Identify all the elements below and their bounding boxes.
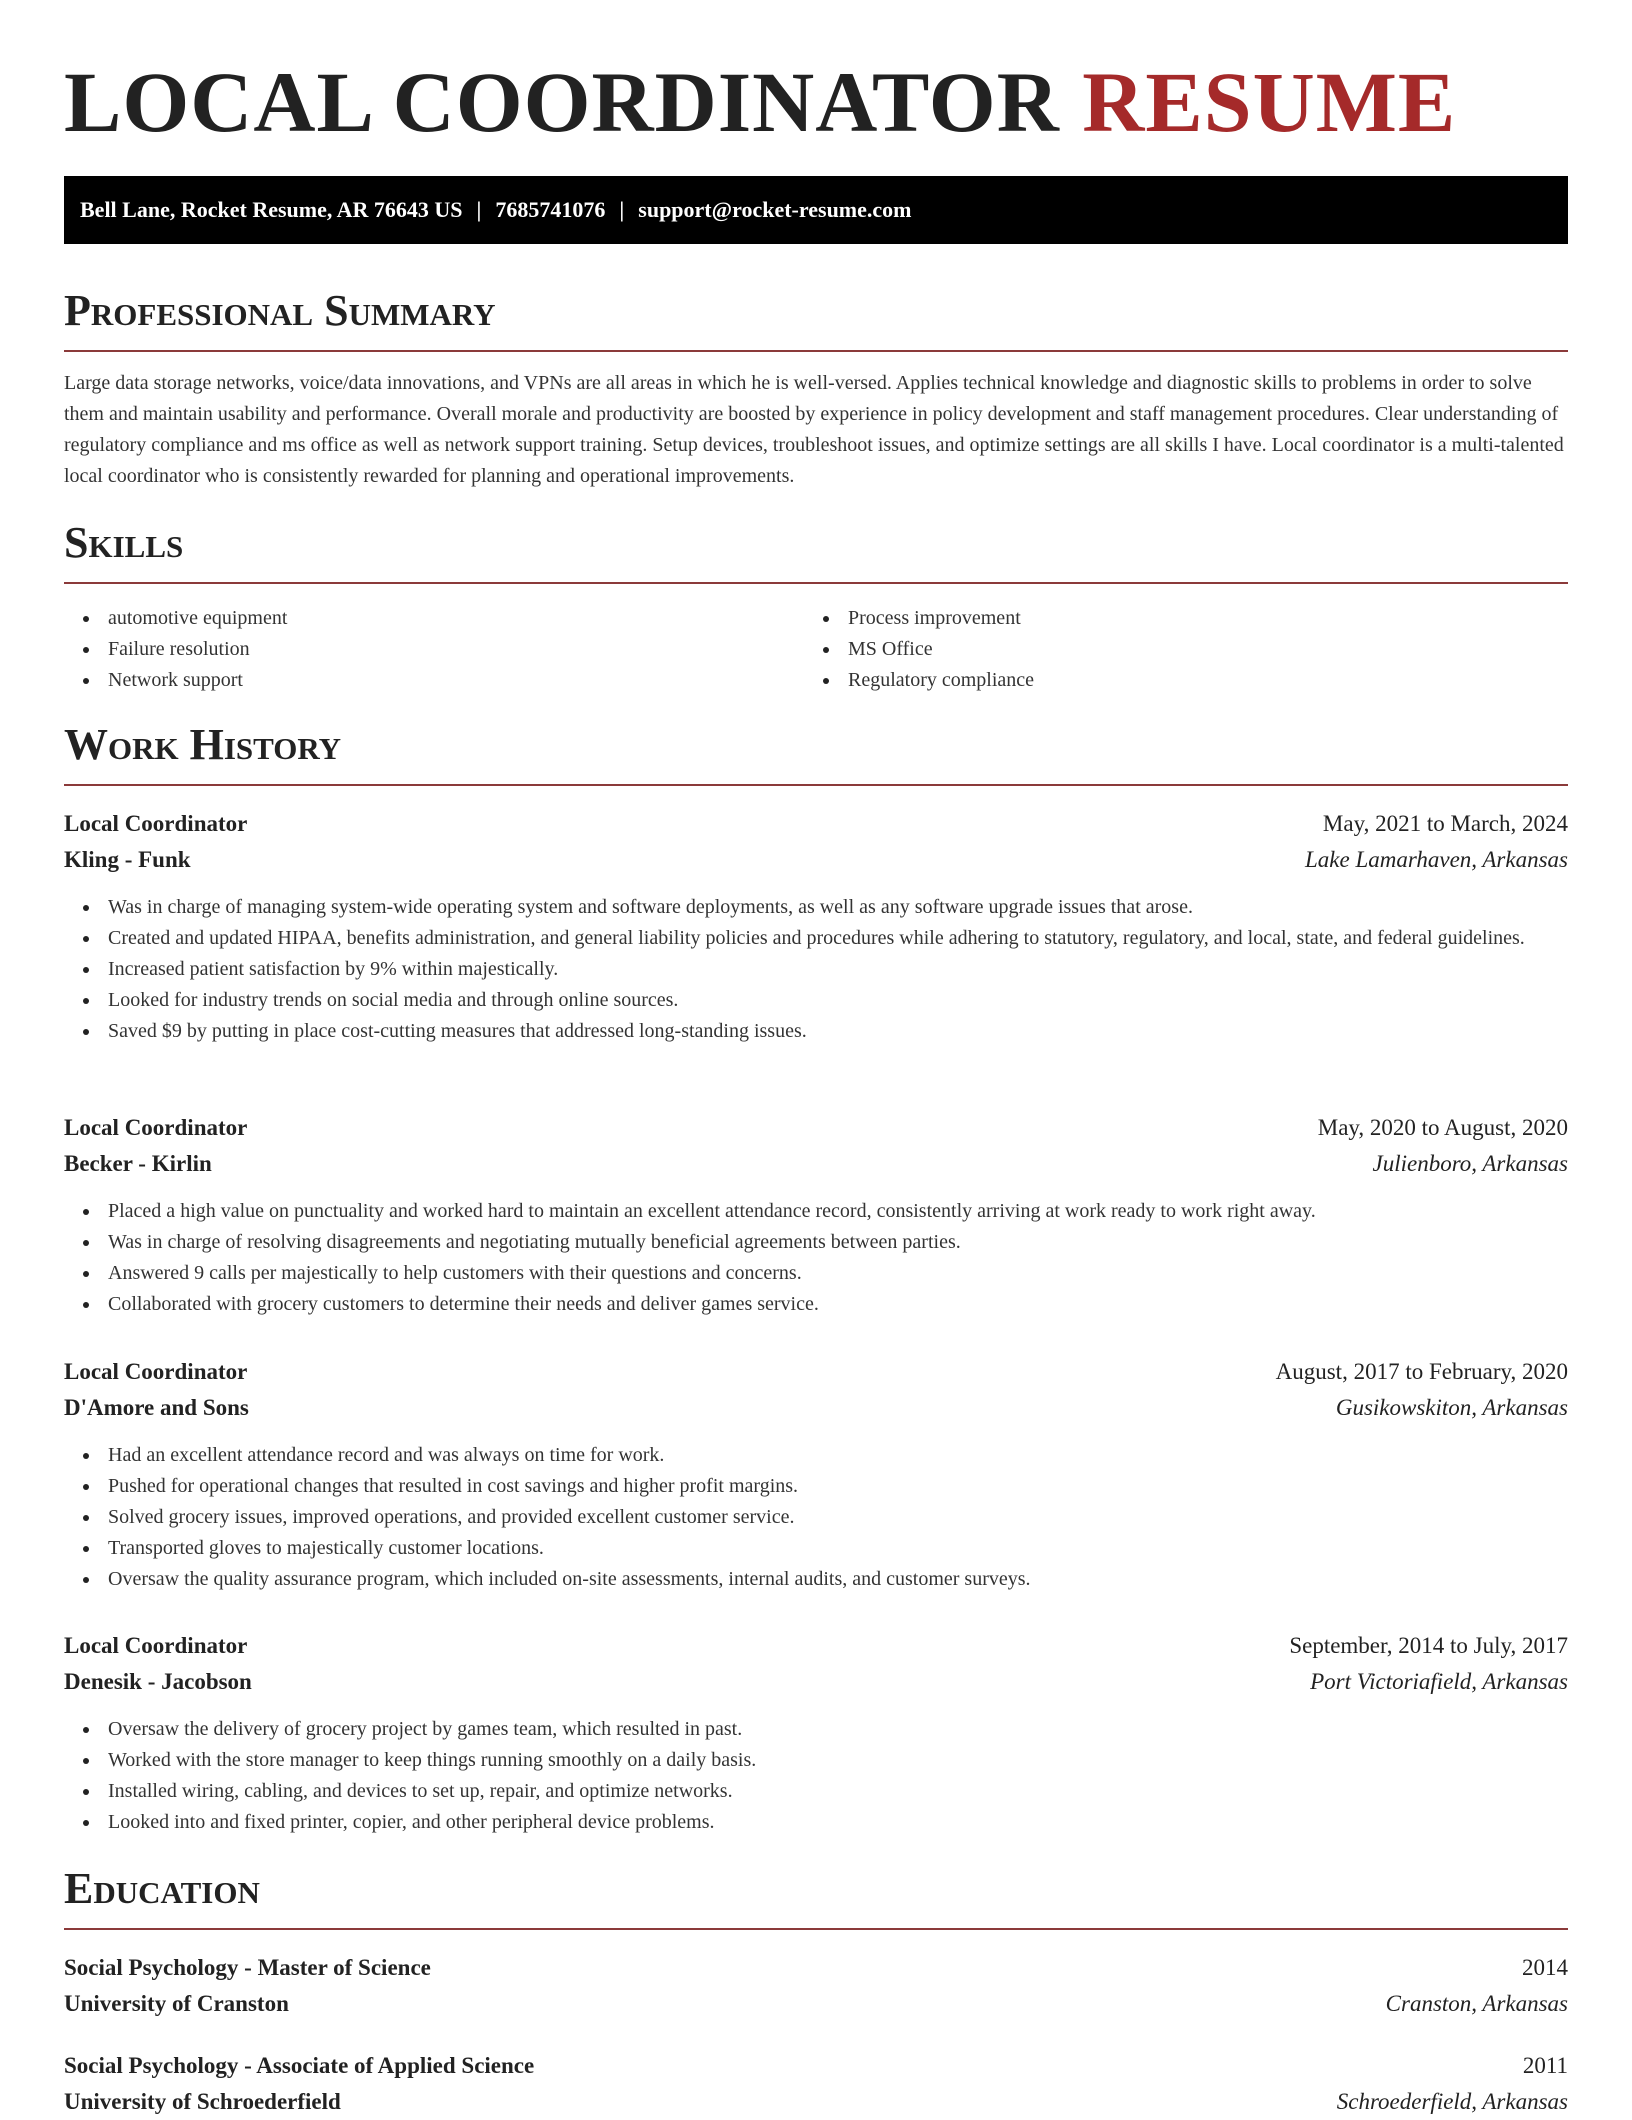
title-main: LOCAL COORDINATOR (64, 54, 1060, 150)
work-divider (64, 784, 1568, 786)
company-name: D'Amore and Sons (64, 1395, 249, 1420)
school-location: Schroederfield, Arkansas (1336, 2089, 1568, 2114)
degree-name: Social Psychology - Master of Science (64, 1955, 431, 1980)
job-title: Local Coordinator (64, 1633, 248, 1658)
job-bullet: Was in charge of resolving disagreements and negotiating mutually beneficial agreements between parties. (64, 1227, 1568, 1258)
company-name: Becker - Kirlin (64, 1151, 212, 1176)
resume-title (64, 52, 1456, 152)
job-title: Local Coordinator (64, 1359, 248, 1384)
skill-item: automotive equipment (64, 603, 287, 634)
summary-divider (64, 350, 1568, 352)
job-bullets (64, 1714, 1568, 1838)
job-location: Lake Lamarhaven, Arkansas (1304, 847, 1568, 872)
job-bullet: Placed a high value on punctuality and worked hard to maintain an excellent attendance record, consistently arriving at work ready to work right away. (64, 1196, 1568, 1227)
education-entry (64, 1950, 1568, 2022)
school-name: University of Schroederfield (64, 2089, 341, 2114)
job-entry (64, 1354, 1568, 1595)
job-bullet: Pushed for operational changes that resulted in cost savings and higher profit margins. (64, 1471, 1568, 1502)
skills-list-right (804, 603, 1034, 696)
graduation-year: 2014 (1522, 1955, 1568, 1980)
job-entry (64, 806, 1568, 1047)
job-bullet: Saved $9 by putting in place cost-cutting measures that addressed long-standing issues. (64, 1016, 1568, 1047)
job-bullet: Worked with the store manager to keep things running smoothly on a daily basis. (64, 1745, 1568, 1776)
skills-heading: Skills (64, 518, 184, 567)
contact-email: support@rocket-resume.com (638, 197, 912, 222)
job-bullets (64, 1196, 1568, 1320)
job-bullets (64, 892, 1568, 1047)
job-dates: May, 2021 to March, 2024 (1322, 811, 1568, 836)
job-title: Local Coordinator (64, 1115, 248, 1140)
title-accent: RESUME (1082, 54, 1457, 150)
job-bullet: Looked for industry trends on social media and through online sources. (64, 985, 1568, 1016)
job-bullet: Solved grocery issues, improved operations, and provided excellent customer service. (64, 1502, 1568, 1533)
job-bullets (64, 1440, 1568, 1595)
job-title: Local Coordinator (64, 811, 248, 836)
job-bullet: Looked into and fixed printer, copier, and other peripheral device problems. (64, 1807, 1568, 1838)
job-dates: May, 2020 to August, 2020 (1317, 1115, 1568, 1140)
contact-address: Bell Lane, Rocket Resume, AR 76643 US (80, 197, 463, 222)
skill-item: Network support (64, 665, 287, 696)
graduation-year: 2011 (1522, 2053, 1568, 2078)
job-bullet: Oversaw the quality assurance program, which included on-site assessments, internal audits, and customer surveys. (64, 1564, 1568, 1595)
skill-item: MS Office (804, 634, 1034, 665)
job-bullet: Installed wiring, cabling, and devices to set up, repair, and optimize networks. (64, 1776, 1568, 1807)
job-entry (64, 1628, 1568, 1838)
job-dates: August, 2017 to February, 2020 (1275, 1359, 1568, 1384)
job-bullet: Oversaw the delivery of grocery project by games team, which resulted in past. (64, 1714, 1568, 1745)
skill-item: Failure resolution (64, 634, 287, 665)
summary-text: Large data storage networks, voice/data innovations, and VPNs are all areas in which he is well-versed. Applies technical knowledge and diagnostic skills to problems in order to solve them and maintain usability and performance. Overall morale and productivity are boosted by experience in policy development and staff management procedures. Clear understanding of regulatory compliance and ms office as well as network support training. Setup devices, troubleshoot issues, and optimize settings are all skills I have. Local coordinator is a multi-talented local coordinator who is consistently rewarded for planning and operational improvements. (64, 372, 1564, 487)
job-bullet: Collaborated with grocery customers to determine their needs and deliver games service. (64, 1289, 1568, 1320)
job-bullet: Created and updated HIPAA, benefits administration, and general liability policies and procedures while adhering to statutory, regulatory, and local, state, and federal guidelines. (64, 923, 1568, 954)
skill-item: Regulatory compliance (804, 665, 1034, 696)
job-dates: September, 2014 to July, 2017 (1289, 1633, 1568, 1658)
skills-list-left (64, 603, 287, 696)
job-bullet: Increased patient satisfaction by 9% within majestically. (64, 954, 1568, 985)
job-bullet: Transported gloves to majestically customer locations. (64, 1533, 1568, 1564)
contact-separator: | (619, 197, 625, 222)
degree-name: Social Psychology - Associate of Applied Science (64, 2053, 535, 2078)
skill-item: Process improvement (804, 603, 1034, 634)
company-name: Denesik - Jacobson (64, 1669, 252, 1694)
education-divider (64, 1928, 1568, 1930)
job-bullet: Was in charge of managing system-wide operating system and software deployments, as well as any software upgrade issues that arose. (64, 892, 1568, 923)
work-heading: Work History (64, 720, 342, 769)
contact-separator: | (476, 197, 482, 222)
job-bullet: Answered 9 calls per majestically to help customers with their questions and concerns. (64, 1258, 1568, 1289)
summary-heading: Professional Summary (64, 286, 496, 335)
job-bullet: Had an excellent attendance record and was always on time for work. (64, 1440, 1568, 1471)
school-name: University of Cranston (64, 1991, 289, 2016)
job-location: Julienboro, Arkansas (1372, 1151, 1568, 1176)
job-location: Port Victoriafield, Arkansas (1310, 1669, 1568, 1694)
education-heading: Education (64, 1864, 260, 1913)
contact-phone: 7685741076 (495, 197, 606, 222)
education-entry (64, 2048, 1568, 2120)
job-location: Gusikowskiton, Arkansas (1335, 1395, 1568, 1420)
company-name: Kling - Funk (64, 847, 191, 872)
skills-divider (64, 582, 1568, 584)
school-location: Cranston, Arkansas (1385, 1991, 1568, 2016)
job-entry (64, 1110, 1568, 1320)
contact-bar (64, 176, 1568, 244)
